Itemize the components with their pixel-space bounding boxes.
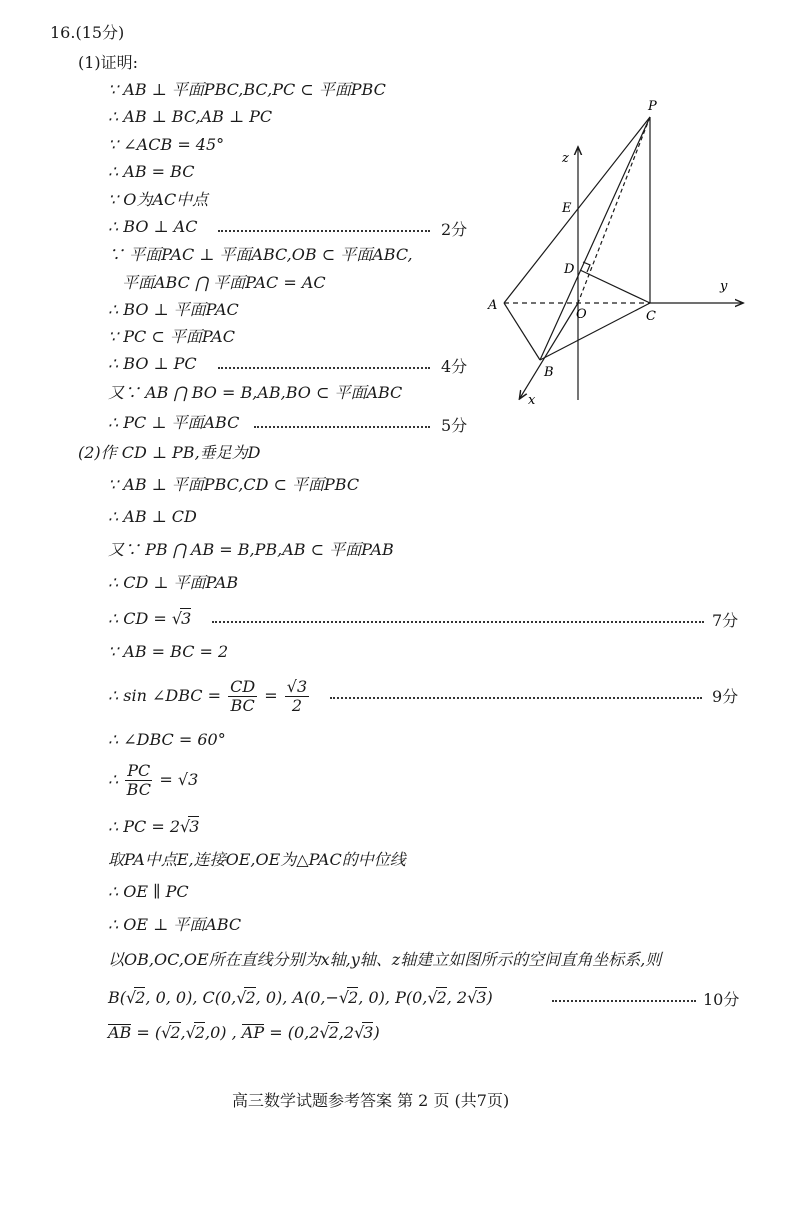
score-10: 10分 <box>703 990 740 1009</box>
edge-PA <box>504 117 650 303</box>
proof-line: ∴ BO ⊥ PC <box>108 354 197 373</box>
proof-line-pc: ∴ PC = 2√3 <box>108 817 200 836</box>
score-5: 5分 <box>441 416 468 435</box>
segment-PO <box>578 117 650 303</box>
label-D: D <box>564 262 575 277</box>
proof-line: 平面ABC ⋂ 平面PAC = AC <box>122 273 326 292</box>
proof-line: ∴ BO ⊥ 平面PAC <box>108 300 239 319</box>
edge-PB <box>540 117 650 360</box>
score-9: 9分 <box>712 687 739 706</box>
label-x: x <box>528 393 536 408</box>
proof-line: ∴ OE ⊥ 平面ABC <box>108 915 242 934</box>
part2-label: (2)作 CD ⊥ PB,垂足为D <box>78 443 261 462</box>
pyramid-figure <box>480 90 760 420</box>
edge-AB <box>504 303 540 360</box>
proof-line: ∴ BO ⊥ AC <box>108 217 198 236</box>
page-footer: 高三数学试题参考答案 第 2 页 (共7页) <box>232 1091 510 1110</box>
proof-line: ∵ AB ⊥ 平面PBC,BC,PC ⊂ 平面PBC <box>108 80 386 99</box>
leader-dots <box>212 621 704 623</box>
proof-line: ∴ ∠DBC = 60° <box>108 730 226 749</box>
proof-line: ∴ PC ⊥ 平面ABC <box>108 413 240 432</box>
x-axis <box>520 303 578 398</box>
leader-dots <box>218 367 430 369</box>
label-A: A <box>488 298 498 313</box>
proof-line: ∴ CD ⊥ 平面PAB <box>108 573 239 592</box>
proof-line: ∴ AB ⊥ CD <box>108 507 197 526</box>
edge-BC <box>540 303 650 360</box>
coordinates-line: B(√2, 0, 0), C(0,√2, 0), A(0,−√2, 0), P(0,√2, 2√3) <box>108 988 493 1007</box>
leader-dots <box>218 230 430 232</box>
proof-line: ∵ 平面PAC ⊥ 平面ABC,OB ⊂ 平面ABC, <box>108 245 413 264</box>
leader-dots <box>254 426 430 428</box>
proof-line: ∵ ∠ACB = 45° <box>108 135 225 154</box>
proof-line: 又∵ PB ⋂ AB = B,PB,AB ⊂ 平面PAB <box>108 540 394 559</box>
label-y: y <box>720 279 728 294</box>
score-2: 2分 <box>441 220 468 239</box>
problem-number: 16.(15分) <box>50 23 125 42</box>
leader-dots <box>552 1000 696 1002</box>
proof-line-pc-ratio: ∴ $\frac{PC}{BC}$ = √3 <box>108 761 199 799</box>
label-z: z <box>562 151 569 166</box>
label-P: P <box>648 99 657 114</box>
score-4: 4分 <box>441 357 468 376</box>
proof-line: ∴ AB ⊥ BC,AB ⊥ PC <box>108 107 273 126</box>
segment-CD <box>580 270 650 303</box>
proof-line: 以OB,OC,OE所在直线分别为x轴,y轴、z轴建立如图所示的空间直角坐标系,则 <box>108 950 662 969</box>
label-B: B <box>544 365 554 380</box>
proof-line-cd: ∴ CD = √3 <box>108 609 192 628</box>
proof-line: ∵ AB = BC = 2 <box>108 642 229 661</box>
proof-line: ∵ PC ⊂ 平面PAC <box>108 327 235 346</box>
label-E: E <box>562 201 572 216</box>
proof-line: ∴ OE ∥ PC <box>108 882 189 901</box>
proof-line-sin: ∴ sin ∠DBC = $\frac{CD}{BC}$ = $\frac{√3}{2}$ <box>108 677 308 715</box>
vectors-line: AB = (√2,√2,0) , AP = (0,2√2,2√3) <box>108 1023 380 1042</box>
proof-line: 又∵ AB ⋂ BO = B,AB,BO ⊂ 平面ABC <box>108 383 403 402</box>
label-O: O <box>576 307 587 322</box>
score-7: 7分 <box>712 611 739 630</box>
leader-dots <box>330 697 702 699</box>
proof-line: ∴ AB = BC <box>108 162 195 181</box>
label-C: C <box>646 309 656 324</box>
proof-line: 取PA中点E,连接OE,OE为△PAC的中位线 <box>108 850 406 869</box>
part1-label: (1)证明: <box>78 53 139 72</box>
proof-line: ∵ O为AC中点 <box>108 190 209 209</box>
proof-line: ∵ AB ⊥ 平面PBC,CD ⊂ 平面PBC <box>108 475 360 494</box>
